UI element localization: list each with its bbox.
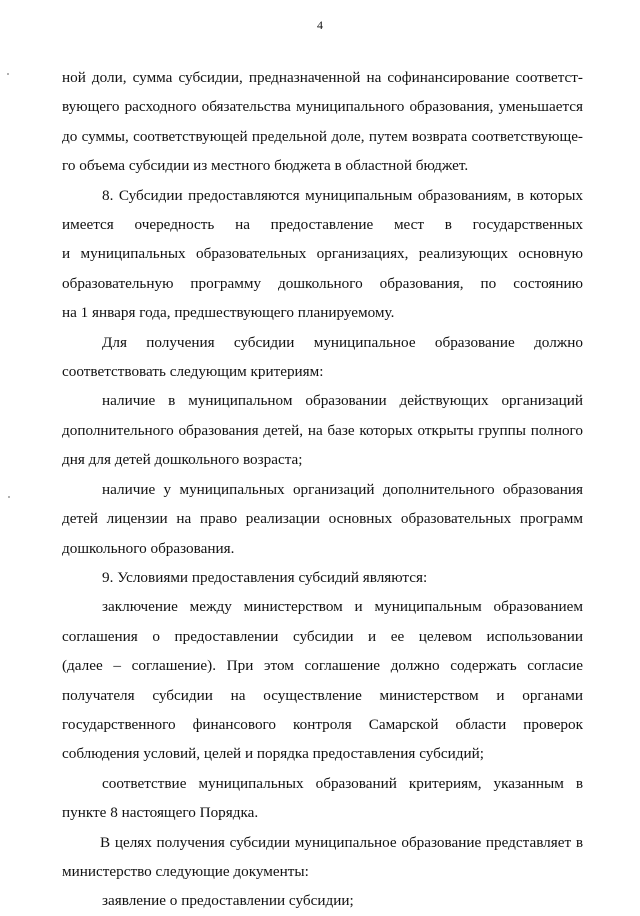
scan-speck <box>8 496 10 498</box>
text-line: го объема субсидии из местного бюджета в областной бюджет. <box>62 157 469 175</box>
text-line: заявление о предоставлении субсидии; <box>102 892 354 910</box>
page-number: 4 <box>317 18 323 32</box>
text-line: Для получения субсидии муниципальное образование должно <box>102 333 583 351</box>
text-line: до суммы, соответствующей предельной доле, путем возврата соответствующе- <box>62 127 583 145</box>
text-line: ной доли, сумма субсидии, предназначенной на софинансирование соответст- <box>62 69 583 86</box>
text-line: соглашения о предоставлении субсидии и ее целевом использовании <box>62 627 583 645</box>
text-line: В целях получения субсидии муниципальное образование представляет в <box>100 833 583 851</box>
text-line: дошкольного образования. <box>62 539 235 557</box>
text-line: наличие в муниципальном образовании действующих организаций <box>102 392 583 410</box>
text-line: дополнительного образования детей, на базе которых открыты группы полного <box>62 421 583 439</box>
text-line: имеется очередность на предоставление мест в государственных <box>62 216 583 234</box>
text-line: 8. Субсидии предоставляются муниципальным образованиям, в которых <box>102 186 583 204</box>
text-line: министерство следующие документы: <box>62 862 309 880</box>
scan-speck <box>7 73 9 75</box>
text-line: государственного финансового контроля Самарской области проверок <box>62 715 583 733</box>
text-line: соблюдения условий, целей и порядка предоставления субсидий; <box>62 745 484 763</box>
text-line: (далее – соглашение). При этом соглашение должно содержать согласие <box>62 657 583 675</box>
text-line: вующего расходного обязательства муниципального образования, уменьшается <box>62 98 583 116</box>
text-line: соответствовать следующим критериям: <box>62 363 324 381</box>
text-line: наличие у муниципальных организаций дополнительного образования <box>102 480 583 498</box>
text-line: получателя субсидии на осуществление министерством и органами <box>62 686 583 704</box>
text-line: образовательную программу дошкольного образования, по состоянию <box>62 274 583 292</box>
document-body <box>62 63 583 916</box>
text-line: соответствие муниципальных образований критериям, указанным в <box>102 774 583 792</box>
text-line: 9. Условиями предоставления субсидий являются: <box>102 568 428 586</box>
text-line: заключение между министерством и муниципальным образованием <box>102 598 583 616</box>
text-line: детей лицензии на право реализации основных образовательных программ <box>62 510 583 528</box>
text-line: дня для детей дошкольного возраста; <box>62 451 303 469</box>
text-line: пункте 8 настоящего Порядка. <box>62 804 259 822</box>
text-line: на 1 января года, предшествующего планируемому. <box>62 304 395 322</box>
text-line: и муниципальных образовательных организациях, реализующих основную <box>62 245 583 263</box>
